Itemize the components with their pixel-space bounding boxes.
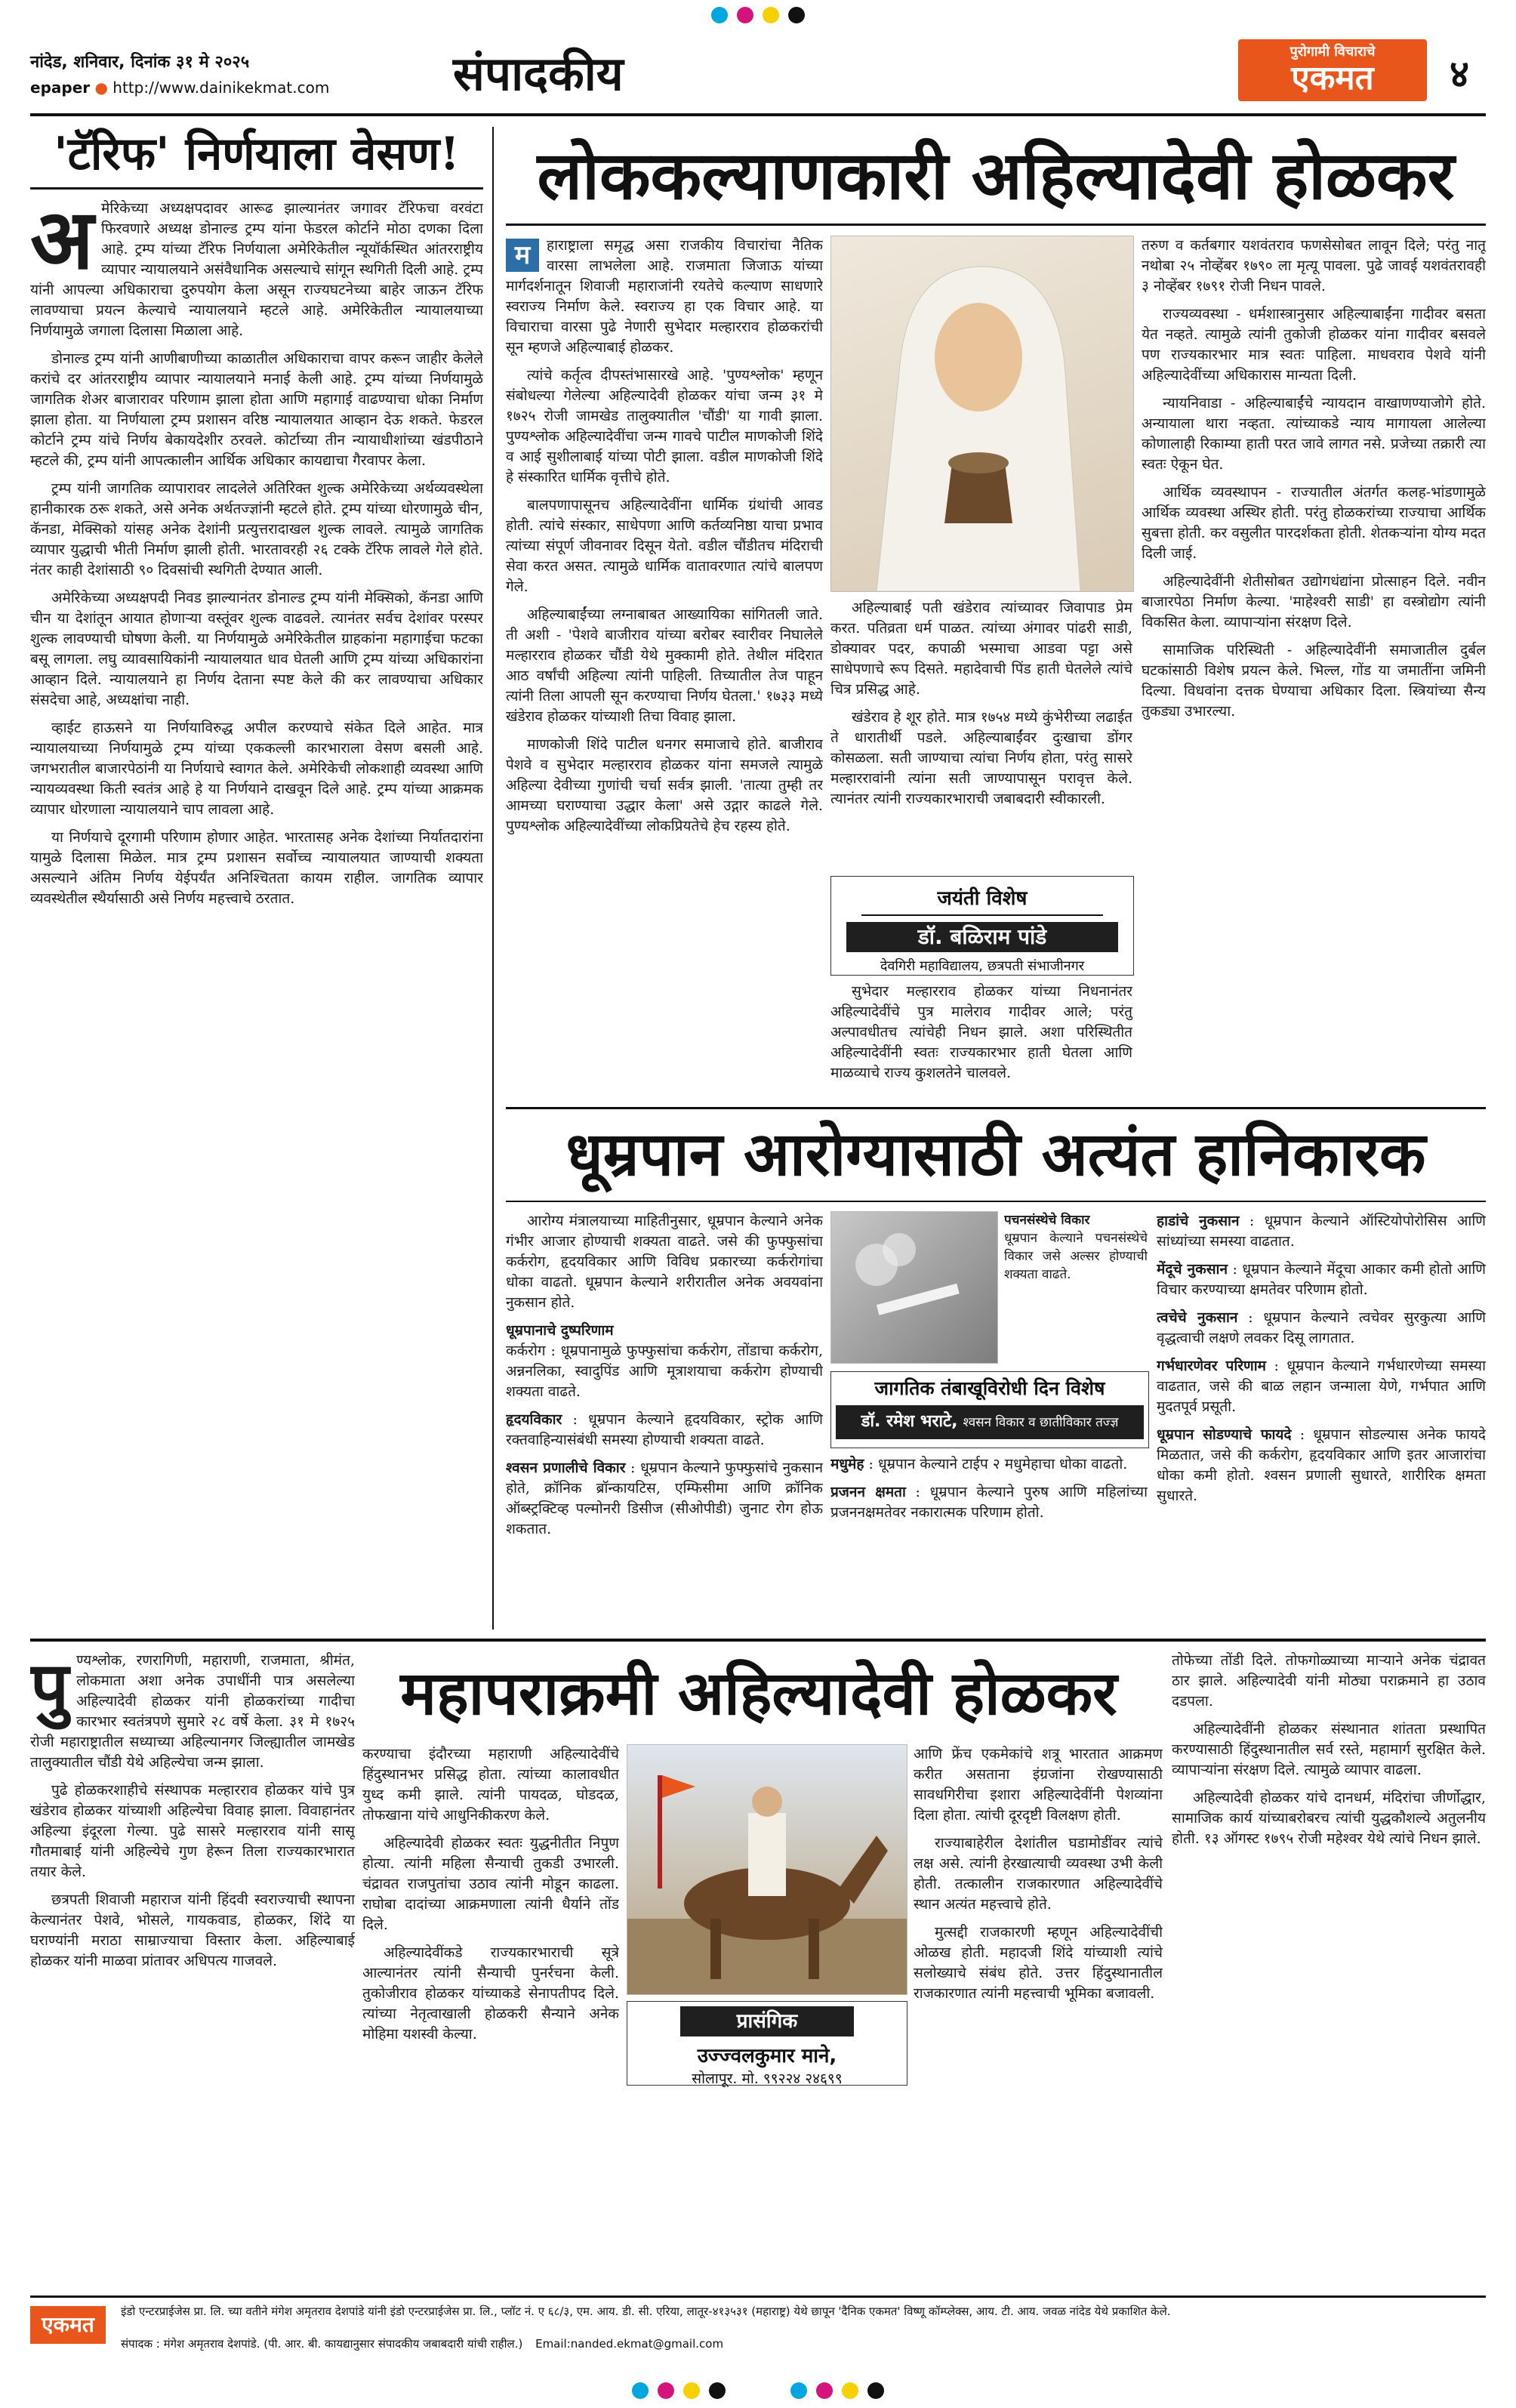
feature3-dropcap: पु <box>30 1651 69 1727</box>
feature2-mid-title: मधुमेह <box>830 1456 864 1472</box>
ahilyadevi-portrait <box>830 236 1134 592</box>
feature2-right-title: गर्भधारणेवर परिणाम <box>1157 1358 1267 1374</box>
feature2-section: मेंदूचे नुकसान : धूम्रपान केल्याने मेंदूचा आकार कमी होतो आणि विचार करण्याच्या क्षमतेवर परिणाम होतो. <box>1157 1261 1486 1298</box>
ahilyadevi-horse-painting <box>627 1744 907 1995</box>
feature1-paragraph: त्यांचे कर्तृत्व दीपस्तंभासारखे आहे. 'पुण्यश्लोक' म्हणून संबोधल्या गेलेल्या अहिल्यादेवी होळकर यांचा जन्म ३१ मे १७२५ रोजी जामखेड तालुक्यातील 'चौंडी' या गावी झाला. पुण्यश्लोक अहिल्यादेवींचा जन्म गावचे पाटील माणकोजी शिंदे व आई सुशीलाबाई यांच्या पोटी झाला. वडील माणकोजी शिंदे हे संस्कारित धार्मिक वृत्तीचे होते. <box>506 367 823 486</box>
footer-editor-line <box>121 2336 1480 2351</box>
feature2-author-role: श्वसन विकार व छातीविकार तज्ज्ञ <box>963 1415 1119 1430</box>
feature2-right-text: धूम्रपान केल्याने ऑस्टियोपोरोसिस आणि सांध्यांच्या समस्या वाढतात. <box>1157 1213 1486 1250</box>
feature2-left <box>506 1211 823 1634</box>
feature1-paragraph: सुभेदार मल्हारराव होळकर यांच्या निधनानंतर अहिल्यादेवींचे पुत्र मालेराव गादीवर आले; परंतु अल्पावधीतच त्यांचेही निधन झाले. अशा परिस्थितीत अहिल्यादेवींनी स्वतः राज्यकारभार हाती घेतला आणि माळव्याचे राज्य कुशलतेने चालवले. <box>830 983 1132 1081</box>
feature2-section: धूम्रपान सोडण्याचे फायदे : धूम्रपान सोडल्यास अनेक फायदे मिळतात, जसे की कर्करोग, हृदयविकार आणि इतर आजारांचा धोका कमी होतो. श्वसन प्रणाली सुधारते, शारीरिक क्षमता सुधारते. <box>1157 1426 1486 1504</box>
feature1-paragraph: खंडेराव हे शूर होते. मात्र १७५४ मध्ये कुंभेरीच्या लढाईत ते धारातीर्थी पडले. अहिल्याबाईंवर दुःखाचा डोंगर कोसळला. सती जाण्याचा त्यांचा निर्णय होता, परंतु सासरे मल्हाररावांनी त्यांना सती जाण्यापासून परावृत्त केले. त्यानंतर त्यांनी राज्यकारभाराची जबाबदारी स्वीकारली. <box>830 709 1132 807</box>
feature2-right-title: मेंदूचे नुकसान <box>1157 1261 1228 1278</box>
section-divider <box>30 1639 1486 1642</box>
editorial-dropcap: अ <box>30 190 94 288</box>
feature2-mid-title: प्रजनन क्षमता <box>830 1484 906 1500</box>
feature1-headline: लोककल्याणकारी अहिल्यादेवी होळकर <box>537 136 1455 214</box>
epaper-icon: ● <box>94 79 108 97</box>
feature2-intro: आरोग्य मंत्रालयाच्या माहितीनुसार, धूम्रपान केल्याने अनेक गंभीर आजार होण्याची शक्यता वाढते. जसे की फुफ्फुसांचा कर्करोग, हृदयविकार आणि विविध प्रकारच्या कर्करोगांचा धोका वाढतो. धूम्रपान केल्याने शरीरातील अनेक अवयवांना नुकसान होते. <box>506 1213 823 1311</box>
feature3-paragraph: अहिल्यादेवींकडे राज्यकारभाराची सूत्रे आल्यानंतर त्यांनी सैन्याची पुनर्रचना केली. तुकोजीराव होळकर यांच्याकडे सेनापतीपद दिले. त्यांच्या नेतृत्वाखाली होळकरी सैन्याने अनेक मोहिमा यशस्वी केल्या. <box>362 1944 619 2043</box>
feature3-author: उज्ज्वलकुमार माने, <box>697 2045 837 2067</box>
feature3-paragraph: करण्याचा इंदौरच्या महाराणी अहिल्यादेवींचे हिंदुस्थानभर प्रसिद्ध होता. त्यांच्या कालावधीत युध्द कमी झाले. त्यांनी पायदळ, घोडदळ, तोफखाना यांचे आधुनिकीकरण केले. <box>362 1746 619 1824</box>
feature1-affiliation: देवगिरी महाविद्यालय, छत्रपती संभाजीनगर <box>880 958 1085 974</box>
editorial-lead: मेरिकेच्या अध्यक्षपदावर आरूढ झाल्यानंतर जगावर टॅरिफचा वरवंटा फिरवणारे अध्यक्ष डोनाल्ड ट्रम्प यांना फेडरल कोर्टाने मोठा दणका दिला आहे. ट्रम्प यांच्या टॅरिफ निर्णयाला अमेरिकेतील न्यूयॉर्कस्थित आंतरराष्ट्रीय व्यापार न्यायालयाने असंवैधानिक असल्याचे सांगून स्थगिती दिली आहे. ट्रम्प यांनी आपल्या अधिकाराचा दुरुपयोग केला असून राज्यघटनेच्या बाहेर जाऊन टॅरिफ लावण्याचा प्रयत्न केल्याचे न्यायालयाने म्हटले आहे. अमेरिकेतील न्यायालयाच्या निर्णयामुळे जगाला दिलासा मिळाला आहे. <box>30 200 483 339</box>
feature2-byline-box <box>830 1371 1149 1448</box>
masthead-rule <box>30 113 1486 116</box>
footer-brand: एकमत <box>30 2306 106 2344</box>
brand-name: एकमत <box>1291 59 1374 97</box>
smoking-photo <box>830 1211 998 1364</box>
feature3-paragraph: अहिल्यादेवी होळकर स्वतः युद्धनीतीत निपुण होत्या. त्यांनी महिला सैन्याची तुकडी उभारली. चंद्रावत राजपुतांचा उठाव त्यांनी मोडून काढला. राघोबा दादांच्या आक्रमणाला त्यांनी धैर्याने तोंड दिले. <box>362 1835 619 1933</box>
feature2-section: मधुमेह : धूम्रपान केल्याने टाईप २ मधुमेहाचा धोका वाढतो. <box>830 1456 1128 1472</box>
feature2-right <box>1157 1211 1486 1629</box>
feature2-section-title: हृदयविकार <box>506 1411 562 1428</box>
feature1-paragraph: न्यायनिवाडा - अहिल्याबाईंचे न्यायदान वाखाणण्याजोगे होते. अन्यायाला थारा नव्हता. त्यांच्याकडे न्याय मागायला आलेल्या कोणालाही रिकाम्या हाती परत जावे लागत नसे. प्रजेच्या तक्रारी त्या स्वतः ऐकून घेत. <box>1142 395 1486 473</box>
feature1-paragraph: अहिल्यादेवींनी शेतीसोबत उद्योगधंद्यांना प्रोत्साहन दिले. नवीन बाजारपेठा निर्माण केल्या. 'माहेश्वरी साडी' हा वस्त्रोद्योग त्यांनी विकसित केला. व्यापाऱ्यांना संरक्षण दिले. <box>1142 573 1486 631</box>
feature3-paragraph: मुत्सद्दी राजकारणी म्हणून अहिल्यादेवींची ओळख होती. महादजी शिंदे यांच्याशी त्यांचे सलोख्याचे संबंध होते. उत्तर हिंदुस्थानातील राजकारणात त्यांनी महत्त्वाची भूमिका बजावली. <box>914 1924 1163 2002</box>
feature2-mid <box>1004 1211 1148 1362</box>
feature2-section: प्रजनन क्षमता : धूम्रपान केल्याने पुरुष आणि महिलांच्या प्रजननक्षमतेवर नकारात्मक परिणाम होतो. <box>830 1484 1148 1521</box>
feature2-section: गर्भधारणेवर परिणाम : धूम्रपान केल्याने गर्भधारणेच्या समस्या वाढतात, जसे की बाळ लहान जन्माला येणे, गर्भपात आणि मुदतपूर्व प्रसूती. <box>1157 1358 1486 1415</box>
feature3-paragraph: छत्रपती शिवाजी महाराज यांनी हिंदवी स्वराज्याची स्थापना केल्यानंतर पेशवे, भोसले, गायकवाड, होळकर, शिंदे या घराण्यांनी मराठा साम्राज्याचा विस्तार केला. अहिल्याबाई होळकर यांनी माळवा प्रांतावर अधिपत्य गाजवले. <box>30 1892 355 1969</box>
feature1-col2 <box>830 598 1132 870</box>
footer-editor: संपादक : मंगेश अमृतराव देशपांडे. (पी. आर. बी. कायद्यानुसार संपादकीय जबाबदारी यांची राहील.) <box>121 2337 523 2351</box>
feature2-rule <box>506 1201 1486 1202</box>
feature1-paragraph: बालपणापासूनच अहिल्यादेवींना धार्मिक ग्रंथांची आवड होती. त्यांचे संस्कार, साधेपणा आणि कर्तव्यनिष्ठा याचा प्रभाव त्यांच्या संपूर्ण जीवनावर दिसून येतो. वडील चौंडीतच मंदिराची सेवा करत असत. त्यामुळे धार्मिक वातावरणात त्यांचे बालपण गेले. <box>506 497 823 595</box>
feature2-author: डॉ. रमेश भराटे, <box>861 1412 958 1431</box>
feature3-tag: प्रासंगिक <box>680 2006 854 2036</box>
feature1-author: डॉ. बळिराम पांडे <box>846 922 1118 952</box>
feature3-col2 <box>362 1744 619 2270</box>
feature3-col1 <box>30 1651 355 2270</box>
feature2-tag: जागतिक तंबाखूविरोधी दिन विशेष <box>874 1377 1105 1399</box>
feature1-dropcap: म <box>506 239 539 272</box>
section-title: संपादकीय <box>453 46 624 101</box>
feature2-section <box>506 1321 823 1402</box>
feature1-paragraph: तरुण व कर्तबगार यशवंतराव फणसेसोबत लावून दिले; परंतु नातू नथोबा २५ नोव्हेंबर १७९० ला मृत्यू पावला. पुढे जावई यशवंतरावही ३ नोव्हेंबर १७९१ रोजी निधन पावले. <box>1142 237 1486 294</box>
feature3-author-place: सोलापूर. मो. ९९२२४ २४६९९ <box>692 2070 843 2087</box>
feature3-col3 <box>914 1744 1163 2270</box>
feature2-mid-title: पचनसंस्थेचे विकार <box>1004 1213 1090 1228</box>
editorial-paragraph: ट्रम्प यांनी जागतिक व्यापारावर लादलेले अतिरिक्त शुल्क अमेरिकेच्या अर्थव्यवस्थेला हानीकारक ठरू शकते, असे अनेक अर्थतज्ज्ञांनी म्हटले होते. ट्रम्प यांच्या धोरणामुळे चीन, कॅनडा, मेक्सिको यांसह अनेक देशांनी प्रत्युत्तरादाखल शुल्क लावले. त्यामुळे जागतिक व्यापार युद्धाची भीती निर्माण झाली होती. भारतावरही २६ टक्के टॅरिफ लावले गेले होते. नंतर काही देशांसाठी ९० दिवसांची स्थगिती देण्यात आली. <box>30 480 483 578</box>
feature1-paragraph: हाराष्ट्राला समृद्ध असा राजकीय विचारांचा नैतिक वारसा लाभलेला आहे. राजमाता जिजाऊ यांच्या मार्गदर्शनातून शिवाजी महाराजांनी रयतेचे कल्याण साधणारे स्वराज्य निर्माण केले. स्वराज्य हा एक विचार आहे. या विचाराचा वारसा पुढे नेणारी सुभेदार मल्हारराव होळकरांची सून म्हणजे अहिल्याबाई होळकर. <box>506 237 823 356</box>
feature2-mid-text: धूम्रपान केल्याने पुरुष आणि महिलांच्या प्रजननक्षमतेवर नकारात्मक परिणाम होतो. <box>830 1484 1148 1521</box>
feature3-headline: महापराक्रमी अहिल्यादेवी होळकर <box>400 1657 1117 1728</box>
feature2-right-title: हाडांचे नुकसान <box>1157 1213 1240 1229</box>
feature1-paragraph: आर्थिक व्यवस्थापन - राज्यातील अंतर्गत कलह-भांडणामुळे आर्थिक व्यवस्था अस्थिर होती. परंतु होळकरांच्या राज्याचा आर्थिक सुबत्ता होती. कर वसुलीत पारदर्शकता होती. शेतकऱ्यांना योग्य मदत दिली जाई. <box>1142 484 1486 562</box>
horse-rider-illustration <box>627 1745 907 1994</box>
feature1-paragraph: सामाजिक परिस्थिती - अहिल्यादेवींनी समाजातील दुर्बल घटकांसाठी विशेष प्रयत्न केले. भिल्ल, गोंड या जमातींना जमिनी दिल्या. विधवांना दत्तक घेण्याचा अधिकार दिला. स्त्रियांच्या सैन्य तुकड्या उभारल्या. <box>1142 642 1486 720</box>
editorial <box>30 127 483 1629</box>
feature1-paragraph: अहिल्याबाईंच्या लग्नाबाबत आख्यायिका सांगितली जाते. ती अशी - 'पेशवे बाजीराव यांच्या बरोबर स्वारीवर निघालेले मल्हारराव होळकर चौंडी येथे मुक्कामी होते. तेथील मंदिरात आठ वर्षांची अहिल्या त्यांनी पाहिली. तिच्यातील तेज पाहून त्यांनी तिला आपली सून करण्याचा निर्णय घेतला.' १७३३ मध्ये खंडेराव होळकर यांच्याशी तिचा विवाह झाला. <box>506 606 823 725</box>
footer-rule <box>30 2295 1486 2298</box>
feature2-mid-text: धूम्रपान केल्याने टाईप २ मधुमेहाचा धोका वाढतो. <box>877 1456 1128 1472</box>
feature2-section-title: श्वसन प्रणालीचे विकार <box>506 1460 626 1476</box>
feature3-col4 <box>1172 1651 1486 2270</box>
column-divider <box>492 127 494 1629</box>
masthead <box>30 45 1486 113</box>
feature2-right-title: धूम्रपान सोडण्याचे फायदे <box>1157 1426 1292 1443</box>
footer <box>30 2303 1486 2363</box>
feature1-col3 <box>1142 236 1486 1096</box>
registration-bar-top <box>0 0 1516 23</box>
site-url: http://www.dainikekmat.com <box>112 79 330 97</box>
feature2-section: श्वसन प्रणालीचे विकार : धूम्रपान केल्याने फुफ्फुसांचे नुकसान होते, क्रॉनिक ब्रॉन्कायटिस, एम्फिसीमा आणि क्रॉनिक ऑब्स्ट्रक्टिव्ह पल्मोनरी डिसीज (सीओपीडी) जुनाट रोग होऊ शकतात. <box>506 1460 823 1537</box>
dateline: नांदेड, शनिवार, दिनांक ३१ मे २०२५ <box>30 53 250 72</box>
feature2-headline: धूम्रपान आरोग्यासाठी अत्यंत हानिकारक <box>565 1118 1426 1189</box>
feature3-paragraph: तोफेच्या तोंडी दिले. तोफगोळ्याच्या माऱ्याने अनेक चंद्रावत ठार झाले. अहिल्यादेवी यांनी मोठ्या पराक्रमाने हा उठाव दडपला. <box>1172 1652 1486 1710</box>
feature2-mid-text: धूम्रपान केल्याने पचनसंस्थेचे विकार जसे अल्सर होण्याची शक्यता वाढते. <box>1004 1231 1148 1282</box>
epaper-link[interactable] <box>30 79 329 97</box>
editorial-paragraph: डोनाल्ड ट्रम्प यांनी आणीबाणीच्या काळातील अधिकाराचा वापर करून जाहीर केलेले करांचे दर आंतरराष्ट्रीय व्यापार न्यायालयाने मनाई केली आहे. ट्रम्प यांच्या निर्णयामुळे जागतिक शेअर बाजारावर परिणाम झाला होता आणि महागाई वाढण्याचा धोका निर्माण झाला होता. या निर्णयाला ट्रम्प प्रशासन वरिष्ठ न्यायालयात आव्हान देऊ शकते. फेडरल कोर्टाने ट्रम्प यांचे निर्णय बेकायदेशीर ठरवले. कोर्टाच्या तीन न्यायाधीशांच्या खंडपीठाने म्हटले की, ट्रम्प यांनी आपत्कालीन आर्थिक अधिकार कायद्याचा गैरवापर केला. <box>30 350 483 469</box>
feature2-right-text: धूम्रपान केल्याने गर्भधारणेच्या समस्या वाढतात, जसे की बाळ लहान जन्माला येणे, गर्भपात आणि मुदतपूर्व प्रसूती. <box>1157 1358 1486 1415</box>
feature3-paragraph: पुढे होळकरशाहीचे संस्थापक मल्हारराव होळकर यांचे पुत्र खंडेराव होळकर यांच्याशी अहिल्येचा विवाह झाला. विवाहानंतर अहिल्या इंदूरला गेल्या. पुढे सासरे मल्हारराव यांनी सासू गौतमाबाई यांनी अहिल्येचे गुण हेरून तिला राज्यकारभारात तयार केले. <box>30 1782 355 1880</box>
feature3-paragraph: आणि फ्रेंच एकमेकांचे शत्रू भारतात आक्रमण करीत असताना इंग्रजांना रोखण्यासाठी सावधगिरीचा इशारा अहिल्यादेवींनी पेशव्यांना दिला होता. त्यांची दूरदृष्टी विलक्षण होती. <box>914 1746 1163 1824</box>
feature2-right-text: धूम्रपान केल्याने मेंदूचा आकार कमी होतो आणि विचार करण्याच्या क्षमतेवर परिणाम होतो. <box>1157 1261 1486 1298</box>
footer-imprint: इंडो एन्टरप्राईजेस प्रा. लि. च्या वतीने मंगेश अमृतराव देशपांडे यांनी इंडो एन्टरप्राईजेस प्रा. लि., प्लॉट नं. ए ६८/३, एम. आय. डी. सी. एरिया, लातूर-४१३५३१ (महाराष्ट्र) येथे छापून 'दैनिक एकमत' विष्णू कॉम्प्लेक्स, आय. टी. आय. जवळ नांदेड येथे प्रकाशित केले. <box>121 2305 1171 2318</box>
feature3-paragraph: ण्यश्लोक, रणरागिणी, महाराणी, राजमाता, श्रीमंत, लोकमाता अशा अनेक उपाधींनी पात्र असलेल्या अहिल्यादेवी होळकर यांनी होळकरांच्या गादीचा कारभार स्वतंत्रपणे सुमारे २८ वर्षे केला. ३१ मे १७२५ रोजी महाराष्ट्रातील सध्याच्या अहिल्यानगर जिल्ह्यातील जामखेड तालुक्यातील चौंडी येथे अहिल्येचा जन्म झाला. <box>30 1652 355 1771</box>
epaper-label: epaper <box>30 79 91 97</box>
feature2-section: त्वचेचे नुकसान : धूम्रपान केल्याने त्वचेवर सुरकुत्या आणि वृद्धत्वाची लक्षणे लवकर दिसू लागतात. <box>1157 1309 1486 1346</box>
feature1-col2b <box>830 982 1132 1096</box>
editorial-paragraph: व्हाईट हाऊसने या निर्णयाविरुद्ध अपील करण्याचे संकेत दिले आहेत. मात्र न्यायालयाच्या निर्णयामुळे ट्रम्प यांच्या एककल्ली कारभाराला वेसण बसली आहे. जगभरातील बाजारपेठांनी या निर्णयाचे स्वागत केले. अमेरिकेची लोकशाही व्यवस्था आणि न्यायव्यवस्था किती स्वतंत्र आहे हे या निर्णयाने दाखवून दिले आहे. ट्रम्प यांच्या आक्रमक व्यापार धोरणाला न्यायालयाने चाप लावला आहे. <box>30 720 483 818</box>
feature1-rule <box>506 224 1486 226</box>
feature2-section-title: धूम्रपानाचे दुष्परिणाम <box>506 1322 614 1339</box>
feature1-col1 <box>506 236 823 1096</box>
brand-tagline: पुरोगामी विचाराचे <box>1290 44 1376 60</box>
feature2-section-text: धूम्रपान केल्याने हृदयविकार, स्ट्रोक आणि रक्तवाहिन्यासंबंधी समस्या होण्याची शक्यता वाढते. <box>506 1411 823 1448</box>
feature1-byline-box <box>830 876 1134 976</box>
feature1-paragraph: अहिल्याबाई पती खंडेराव त्यांच्यावर जिवापाड प्रेम करत. पतिव्रता धर्म पाळत. त्यांच्या अंगावर पांढरी साडी, डोक्यावर पदर, कपाळी भस्माचा आडवा पट्टा असे साधेपणाचे रूप दिसते. महादेवाची पिंड हाती घेतलेले त्यांचे चित्र प्रसिद्ध आहे. <box>830 600 1132 698</box>
feature2-right-title: त्वचेचे नुकसान <box>1157 1309 1238 1326</box>
editorial-paragraph: अमेरिकेच्या अध्यक्षपदी निवड झाल्यानंतर डोनाल्ड ट्रम्प यांनी मेक्सिको, कॅनडा आणि चीन या देशांतून आयात होणाऱ्या वस्तूंवर शुल्क वाढवले. त्यानंतर सर्वच देशांवर परस्पर शुल्क लावण्याची घोषणा केली. या निर्णयामुळे अमेरिकेतील ग्राहकांना महागाईचा फटका बसू लागला. लघु व्यावसायिकांनी न्यायालयात धाव घेतली आणि ट्रम्प यांच्या अधिकारांना आव्हान दिले. न्यायालयाने हा निर्णय देताना स्पष्ट केले की कर लावण्याचा अधिकार संसदेचा आहे, अध्यक्षांचा नाही. <box>30 590 483 708</box>
feature1-paragraph: राज्यव्यवस्था - धर्मशास्त्रानुसार अहिल्याबाईंना गादीवर बसता येत नव्हते. त्यामुळे त्यांनी तुकोजी होळकर यांना गादीवर बसवले पण राज्यकारभार मात्र स्वतः पाहिला. माधवराव पेशवे यांनी अहिल्यादेवींच्या अधिकारास मान्यता दिली. <box>1142 306 1486 384</box>
feature3-paragraph: अहिल्यादेवी होळकर यांचे दानधर्म, मंदिरांचा जीर्णोद्धार, सामाजिक कार्य यांच्याबरोबरच त्यांची युद्धकौशल्ये अतुलनीय होती. १३ ऑगस्ट १७९५ रोजी महेश्वर येथे त्यांचे निधन झाले. <box>1172 1790 1486 1847</box>
feature2-author-line <box>836 1405 1144 1439</box>
brand-logo <box>1238 39 1427 101</box>
feature3-byline-box <box>627 2001 907 2086</box>
feature2-mid-bottom <box>830 1454 1148 1629</box>
page-number: ४ <box>1450 52 1469 96</box>
registration-bar-bottom <box>0 2379 1516 2403</box>
feature2-right-text: धूम्रपान केल्याने त्वचेवर सुरकुत्या आणि वृद्धत्वाची लक्षणे लवकर दिसू लागतात. <box>1157 1309 1486 1346</box>
feature1-paragraph: माणकोजी शिंदे पाटील धनगर समाजाचे होते. बाजीराव पेशवे व सुभेदार मल्हारराव होळकर यांना समजले त्यामुळे अहिल्या देवीच्या गुणांची चर्चा सर्वत्र झाली. 'तात्या तुम्ही तर आमच्या घराण्याचा उद्धार केला' असे उद्गार काढले गेले. पुण्यश्लोक अहिल्यादेवींच्या लोकप्रियतेचे हेच रहस्य होते. <box>506 736 823 834</box>
smoking-illustration <box>831 1212 997 1363</box>
feature2-section: हृदयविकार : धूम्रपान केल्याने हृदयविकार, स्ट्रोक आणि रक्तवाहिन्यासंबंधी समस्या होण्याची शक्यता वाढते. <box>506 1411 823 1448</box>
editorial-paragraph: या निर्णयाचे दूरगामी परिणाम होणार आहेत. भारतासह अनेक देशांच्या निर्यातदारांना यामुळे दिलासा मिळेल. मात्र ट्रम्प प्रशासन सर्वोच्च न्यायालयात जाण्याची शक्यता असल्याने अंतिम निर्णय येईपर्यंत अनिश्चितता कायम राहील. जागतिक व्यापार व्यवस्थेतील स्थैर्यासाठी असे निर्णय महत्त्वाचे ठरतात. <box>30 829 483 907</box>
feature1-tag: जयंती विशेष <box>861 883 1103 916</box>
portrait-illustration <box>831 236 1133 591</box>
feature2-section-text: धूम्रपान केल्याने फुफ्फुसांचे नुकसान होते, क्रॉनिक ब्रॉन्कायटिस, एम्फिसीमा आणि क्रॉनिक ऑब्स्ट्रक्टिव्ह पल्मोनरी डिसीज (सीओपीडी) जुनाट रोग होऊ शकतात. <box>506 1460 823 1537</box>
footer-email[interactable]: Email:nanded.ekmat@gmail.com <box>535 2337 724 2351</box>
feature2-section-text: कर्करोग : धूम्रपानामुळे फुफ्फुसांचा कर्करोग, तोंडाचा कर्करोग, अन्ननलिका, स्वादुपिंड आणि मूत्राशयाचा कर्करोग होण्याची शक्यता वाढते. <box>506 1343 823 1400</box>
editorial-headline: 'टॅरिफ' निर्णयाला वेसण! <box>30 127 483 190</box>
feature2-section: हाडांचे नुकसान : धूम्रपान केल्याने ऑस्टियोपोरोसिस आणि सांध्यांच्या समस्या वाढतात. <box>1157 1213 1486 1250</box>
feature1-bottom-rule <box>506 1107 1486 1109</box>
feature3-paragraph: राज्याबाहेरील देशांतील घडामोडींवर त्यांचे लक्ष असे. त्यांनी हेरखात्याची व्यवस्था उभी केली होती. तत्कालीन राजकारणात अहिल्यादेवींचे स्थान अत्यंत महत्त्वाचे होते. <box>914 1835 1163 1913</box>
feature3-paragraph: अहिल्यादेवींनी होळकर संस्थानात शांतता प्रस्थापित करण्यासाठी हिंदुस्थानातील सर्व रस्ते, महामार्ग सुरक्षित केले. व्यापाऱ्यांना संरक्षण दिले. त्यामुळे व्यापार वाढला. <box>1172 1721 1486 1778</box>
feature2-right-text: धूम्रपान सोडल्यास अनेक फायदे मिळतात, जसे की कर्करोग, हृदयविकार आणि इतर आजारांचा धोका कमी होतो. श्वसन प्रणाली सुधारते, शारीरिक क्षमता सुधारते. <box>1157 1426 1486 1504</box>
